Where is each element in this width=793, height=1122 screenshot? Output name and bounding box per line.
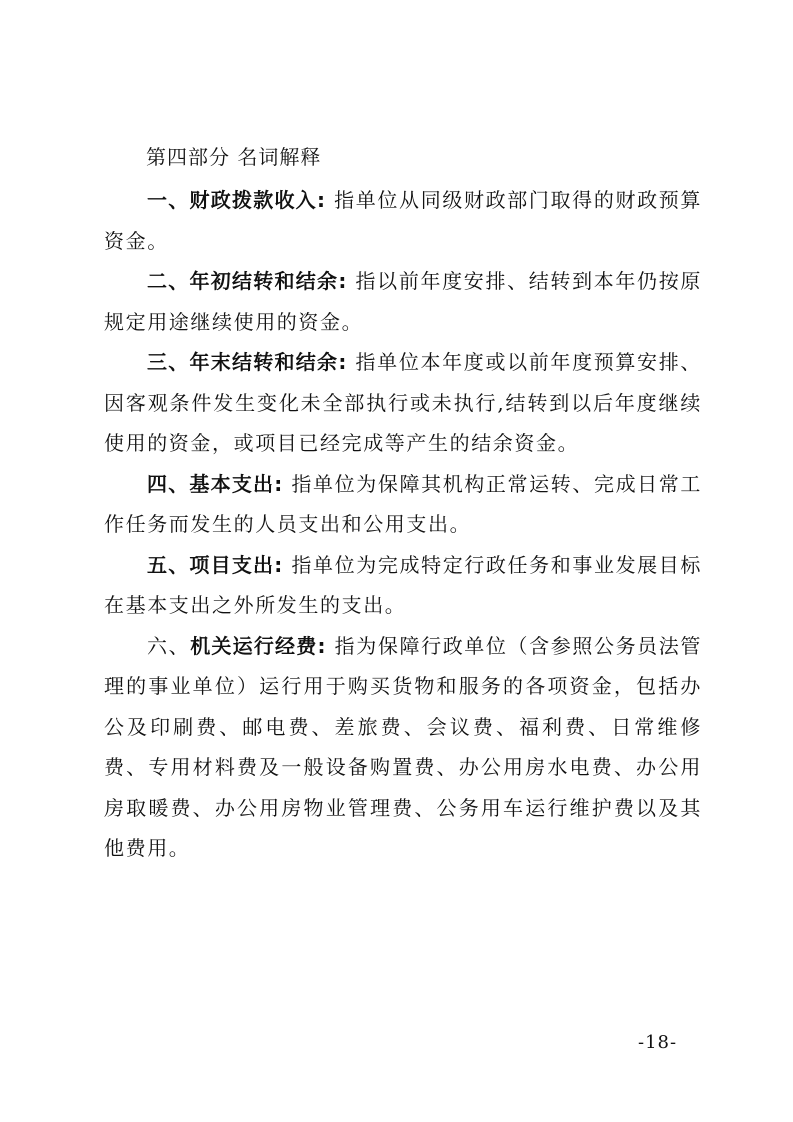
section-title: 第四部分 名词解释 — [146, 145, 322, 169]
definition-text: 指以前年度安排、结转到本年仍按原规定用途继续使用的资金。 — [104, 269, 702, 334]
definition-separator: : — [274, 471, 284, 496]
definition-project-expenditure — [104, 545, 702, 626]
definition-term: 四、基本支出 — [147, 471, 275, 496]
definition-term: 五、项目支出 — [147, 552, 275, 577]
definition-text: 指单位为保障其机构正常运转、完成日常工作任务而发生的人员支出和公用支出。 — [104, 471, 702, 536]
definition-term: 机关运行经费 — [190, 633, 318, 658]
definition-text: 指单位为完成特定行政任务和事业发展目标在基本支出之外所发生的支出。 — [104, 552, 702, 617]
definition-closing-carryover-balance — [104, 342, 702, 464]
definition-opening-carryover-balance — [104, 261, 702, 342]
definition-term: 三、年末结转和结余 — [147, 350, 339, 374]
definition-separator: : — [338, 269, 348, 293]
definition-term-prefix: 六、 — [147, 633, 191, 658]
definitions-list — [104, 180, 702, 869]
definition-text: 指单位从同级财政部门取得的财政预算资金。 — [104, 188, 702, 253]
definition-fiscal-appropriation-revenue — [104, 180, 702, 261]
definition-text: 指为保障行政单位（含参照公务员法管理的事业单位）运行用于购买货物和服务的各项资金，包括办公及印刷费、邮电费、差旅费、会议费、福利费、日常维修费、专用材料费及一般设备购置费、办公用房水电费、办公用房取暖费、办公用房物业管理费、公务用车运行维护费以及其他费用。 — [104, 633, 702, 860]
definition-term: 一、财政拨款收入 — [147, 188, 317, 212]
definition-separator: : — [274, 552, 284, 577]
definition-term: 二、年初结转和结余 — [147, 269, 339, 293]
definition-separator: : — [316, 188, 327, 212]
definition-text: 指单位本年度或以前年度预算安排、因客观条件发生变化未全部执行或未执行,结转到以后年度继续使用的资金，或项目已经完成等产生的结余资金。 — [104, 350, 702, 455]
definition-separator: : — [317, 633, 327, 658]
page-number: -18- — [638, 1032, 678, 1053]
definition-agency-operating-expenses — [104, 626, 702, 869]
definition-basic-expenditure — [104, 464, 702, 545]
definition-separator: : — [338, 350, 348, 374]
